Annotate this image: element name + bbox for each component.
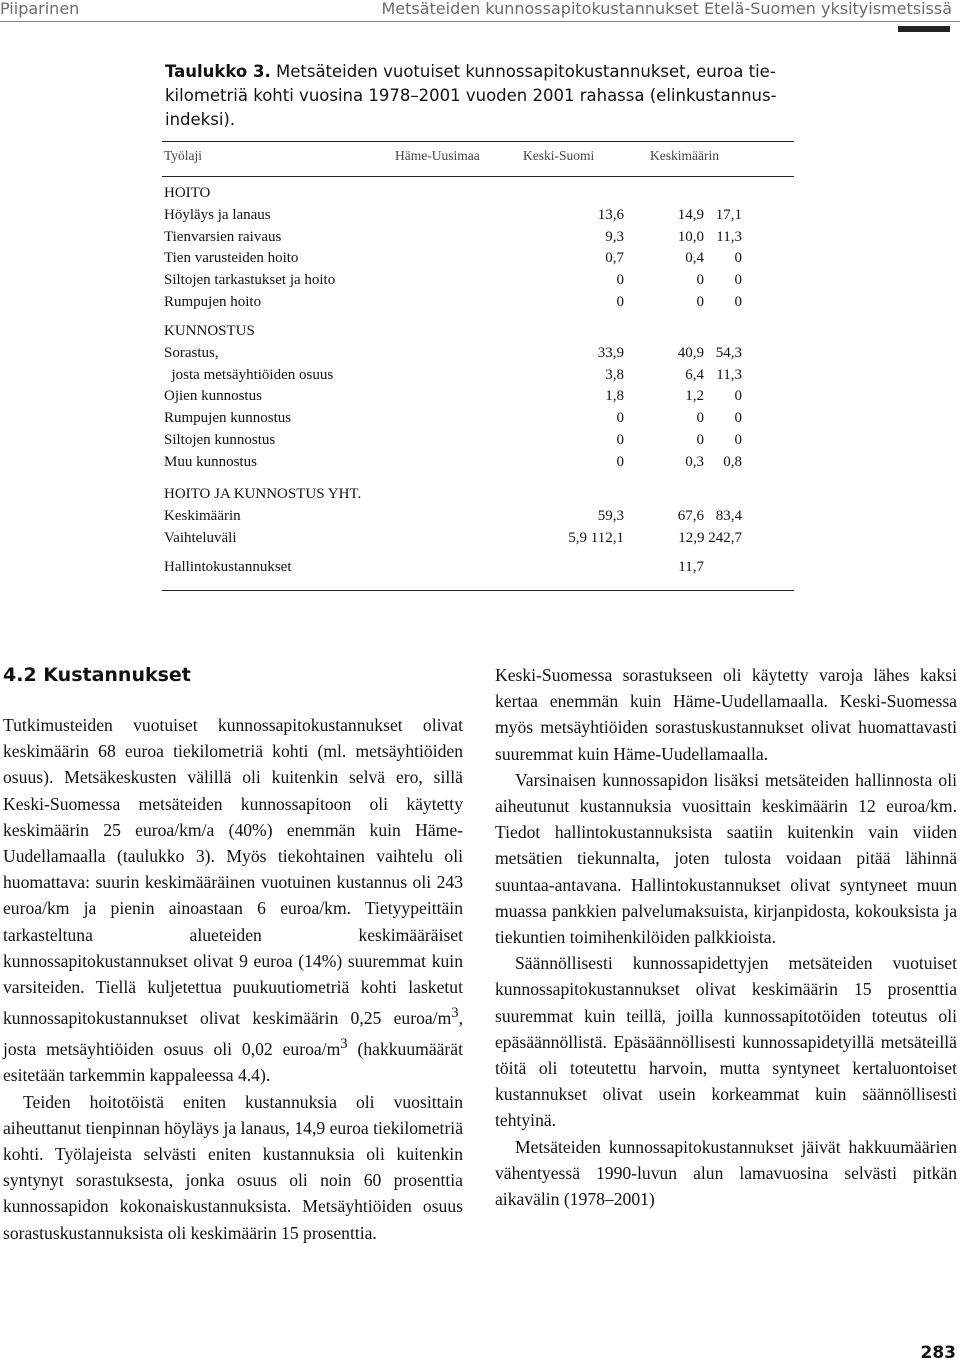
cell-hame-uusimaa: 0 — [616, 453, 624, 470]
cell-keski-suomi: 0 — [734, 272, 742, 289]
row-label: Rumpujen hoito — [164, 294, 262, 310]
cell-keski-suomi: 0,8 — [723, 453, 742, 470]
table-header-keski-suomi: Keski-Suomi — [523, 148, 595, 163]
cell-keskimaarin: 0 — [696, 294, 704, 310]
row-label: Hallintokustannukset — [164, 559, 292, 575]
table-row — [162, 385, 794, 407]
left-column — [3, 712, 463, 1246]
cell-keski-suomi: 0 — [734, 410, 742, 427]
table-row — [162, 527, 794, 549]
cell-keski-suomi: 17,1 — [715, 206, 742, 223]
cell-keskimaarin: 0 — [696, 272, 704, 289]
cell-keski-suomi: 0 — [734, 388, 742, 405]
cell-keskimaarin: 11,7 — [678, 559, 704, 575]
cell-keskimaarin: 0,4 — [685, 250, 704, 267]
row-label: Rumpujen kunnostus — [164, 410, 292, 427]
right-paragraph-2: Varsinaisen kunnossapidon lisäksi metsäteiden hallinnosta oli aiheutunut kustannuksia vuosittain keskimäärin 12 euroa/km. Tiedot hallintokustannuksista saatiin kuitenkin vain viiden metsätien tiekunnalta, joten tulosta voidaan pitää lähinnä suuntaa-antavana. Hallintokustannukset olivat syntyneet muun muassa pankkien palvelumaksuista, kirjanpidosta, kokouksista ja tiekuntien toimihenkilöiden palkkioista. — [495, 769, 957, 948]
page-number: 283 — [920, 1343, 956, 1363]
cell-keski-suomi: 12,9 242,7 — [678, 529, 742, 546]
row-label: Siltojen kunnostus — [164, 432, 276, 448]
row-label: Tienvarsien raivaus — [164, 228, 282, 245]
table-row — [162, 226, 794, 248]
row-label: Ojien kunnostus — [164, 388, 262, 405]
row-label: Siltojen tarkastukset ja hoito — [164, 272, 336, 289]
header-rule — [0, 21, 960, 22]
header-bar-decoration — [898, 26, 950, 32]
right-column — [495, 662, 957, 1212]
cell-hame-uusimaa: 0 — [616, 294, 624, 310]
table-row — [162, 451, 794, 473]
table-row — [162, 505, 794, 527]
cell-hame-uusimaa: 59,3 — [597, 507, 624, 524]
table-header-rule — [162, 176, 794, 177]
cell-keskimaarin: 67,6 — [677, 507, 704, 524]
right-paragraph-4: Metsäteiden kunnossapitokustannukset jäivät hakkuumäärien vähentyessä 1990-luvun alun lamavuosina selvästi pitkän aikavälin (1978–2001) — [495, 1136, 957, 1210]
row-label: Vaihteluväli — [164, 529, 237, 546]
cell-hame-uusimaa: 13,6 — [597, 206, 624, 223]
cell-keskimaarin: 14,9 — [677, 206, 704, 223]
table-row — [162, 407, 794, 429]
table-row — [162, 364, 794, 386]
table-caption-label: Taulukko 3. — [165, 62, 271, 81]
right-paragraph-1: Keski-Suomessa sorastukseen oli käytetty varoja lähes kaksi kertaa enemmän kuin Häme-Uudellamaalla. Keski-Suomessa myös metsäyhtiöiden sorastuskustannukset olivat huomattavasti suuremmat kuin Häme-Uudellamaalla. — [495, 665, 957, 764]
row-label: Höyläys ja lanaus — [164, 206, 271, 223]
cell-keski-suomi: 0 — [734, 250, 742, 267]
table-section-title: HOITO — [164, 185, 211, 201]
cell-hame-uusimaa: 1,8 — [605, 388, 624, 405]
cell-hame-uusimaa: 33,9 — [597, 344, 624, 361]
cell-hame-uusimaa: 0 — [616, 432, 624, 448]
table-row — [162, 342, 794, 364]
table-header-hame-uusimaa: Häme-Uusimaa — [395, 148, 480, 163]
cell-keskimaarin: 6,4 — [685, 366, 704, 383]
running-header-author: Piiparinen — [0, 0, 80, 18]
table-row — [162, 204, 794, 226]
left-paragraph-1: Tutkimusteiden vuotuiset kunnossapitokustannukset olivat keskimäärin 68 euroa tiekilometriä kohti (ml. metsäyhtiöiden osuus). Metsäkeskusten välillä oli kuitenkin selvä ero, sillä Keski-Suomessa metsäteiden kunnossapitoon oli käytetty keskimäärin 25 euroa/km/a (40%) enemmän kuin Häme-Uudellamaalla (taulukko 3). Myös tiekohtainen vaihtelu oli huomattava: suurin keskimääräinen vuotuinen kustannus oli 243 euroa/km ja pienin ainoastaan 6 euroa/km. Tietyypeittäin tarkasteltuna alueteiden keskimääräiset kunnossapitokustannukset olivat 9 euroa (14%) suuremmat kuin varsiteiden. Tiellä kuljetettua puukuutiometriä kohti lasketut kunnossapitokustannukset olivat keskimäärin 0,25 euroa/$m^3$, josta metsäyhtiöiden osuus oli 0,02 euroa/$m^3$ (hakkuumäärät esitetään tarkemmin kappaleessa 4.4). — [3, 715, 463, 1086]
table-row — [162, 291, 794, 313]
row-label: Tien varusteiden hoito — [164, 250, 299, 267]
cell-keskimaarin: 1,2 — [685, 388, 704, 405]
cell-hame-uusimaa: 9,3 — [605, 228, 624, 245]
table-section-title: HOITO JA KUNNOSTUS YHT. — [164, 486, 362, 502]
row-label: Sorastus, — [164, 344, 219, 361]
cell-keskimaarin: 40,9 — [677, 344, 704, 361]
row-label: Muu kunnostus — [164, 453, 257, 470]
cell-keski-suomi: 0 — [734, 432, 742, 448]
table-header-tyolaji: Työlaji — [164, 148, 203, 163]
row-label: josta metsäyhtiöiden osuus — [164, 366, 334, 383]
cell-keski-suomi: 83,4 — [715, 507, 742, 524]
cell-keskimaarin: 0,3 — [685, 453, 704, 470]
cell-keskimaarin: 0 — [696, 410, 704, 427]
cell-keski-suomi: 11,3 — [716, 366, 742, 383]
table-row — [162, 247, 794, 269]
cell-keskimaarin: 0 — [696, 432, 704, 448]
section-heading: 4.2 Kustannukset — [3, 664, 191, 686]
table-row-admin — [162, 556, 794, 578]
table-top-rule — [162, 141, 794, 142]
cell-hame-uusimaa: 5,9 112,1 — [568, 529, 624, 546]
cell-hame-uusimaa: 0 — [616, 272, 624, 289]
table-row — [162, 429, 794, 451]
cell-hame-uusimaa: 0 — [616, 410, 624, 427]
table-caption — [165, 60, 795, 132]
running-header-title: Metsäteiden kunnossapitokustannukset Etelä-Suomen yksityismetsissä — [381, 0, 952, 18]
right-paragraph-3: Säännöllisesti kunnossapidettyjen metsäteiden vuotuiset kunnossapitokustannukset olivat keskimäärin 15 prosenttia suuremmat kuin teillä, joilla kunnossapitotöiden toteutus oli epäsäännöllistä. Epäsäännöllisesti kunnossapidetyillä metsäteillä töitä oli toteutettu harvoin, mutta syntyneet kertaluontoiset kustannukset olivat usein korkeammat kuin säännöllisesti tehtyinä. — [495, 953, 957, 1131]
cell-keski-suomi: 11,3 — [716, 228, 742, 245]
table-header-keskimaarin: Keskimäärin — [650, 148, 719, 163]
table-row — [162, 269, 794, 291]
table-bottom-rule — [162, 590, 794, 591]
cell-keski-suomi: 0 — [734, 294, 742, 310]
table-caption-text: Metsäteiden vuotuiset kunnossapitokustannukset, euroa tie-kilometriä kohti vuosina 1978–2001 vuoden 2001 rahassa (elinkustannus-indeksi). — [165, 62, 777, 129]
table-section-title: KUNNOSTUS — [164, 323, 255, 339]
cell-keski-suomi: 54,3 — [715, 344, 742, 361]
row-label: Keskimäärin — [164, 507, 241, 524]
cell-hame-uusimaa: 0,7 — [605, 250, 624, 267]
cell-keskimaarin: 10,0 — [677, 228, 704, 245]
cell-hame-uusimaa: 3,8 — [605, 366, 624, 383]
left-paragraph-2: Teiden hoitotöistä eniten kustannuksia oli vuosittain aiheuttanut tienpinnan höyläys ja lanaus, 14,9 euroa tiekilometriä kohti. Työlajeista selvästi eniten kustannuksia oli kuitenkin syntynyt sorastuksesta, jonka osuus oli noin 60 prosenttia kunnossapidon kokonaiskustannuksista. Metsäyhtiöiden osuus sorastuskustannuksista oli keskimäärin 15 prosenttia. — [3, 1091, 463, 1243]
